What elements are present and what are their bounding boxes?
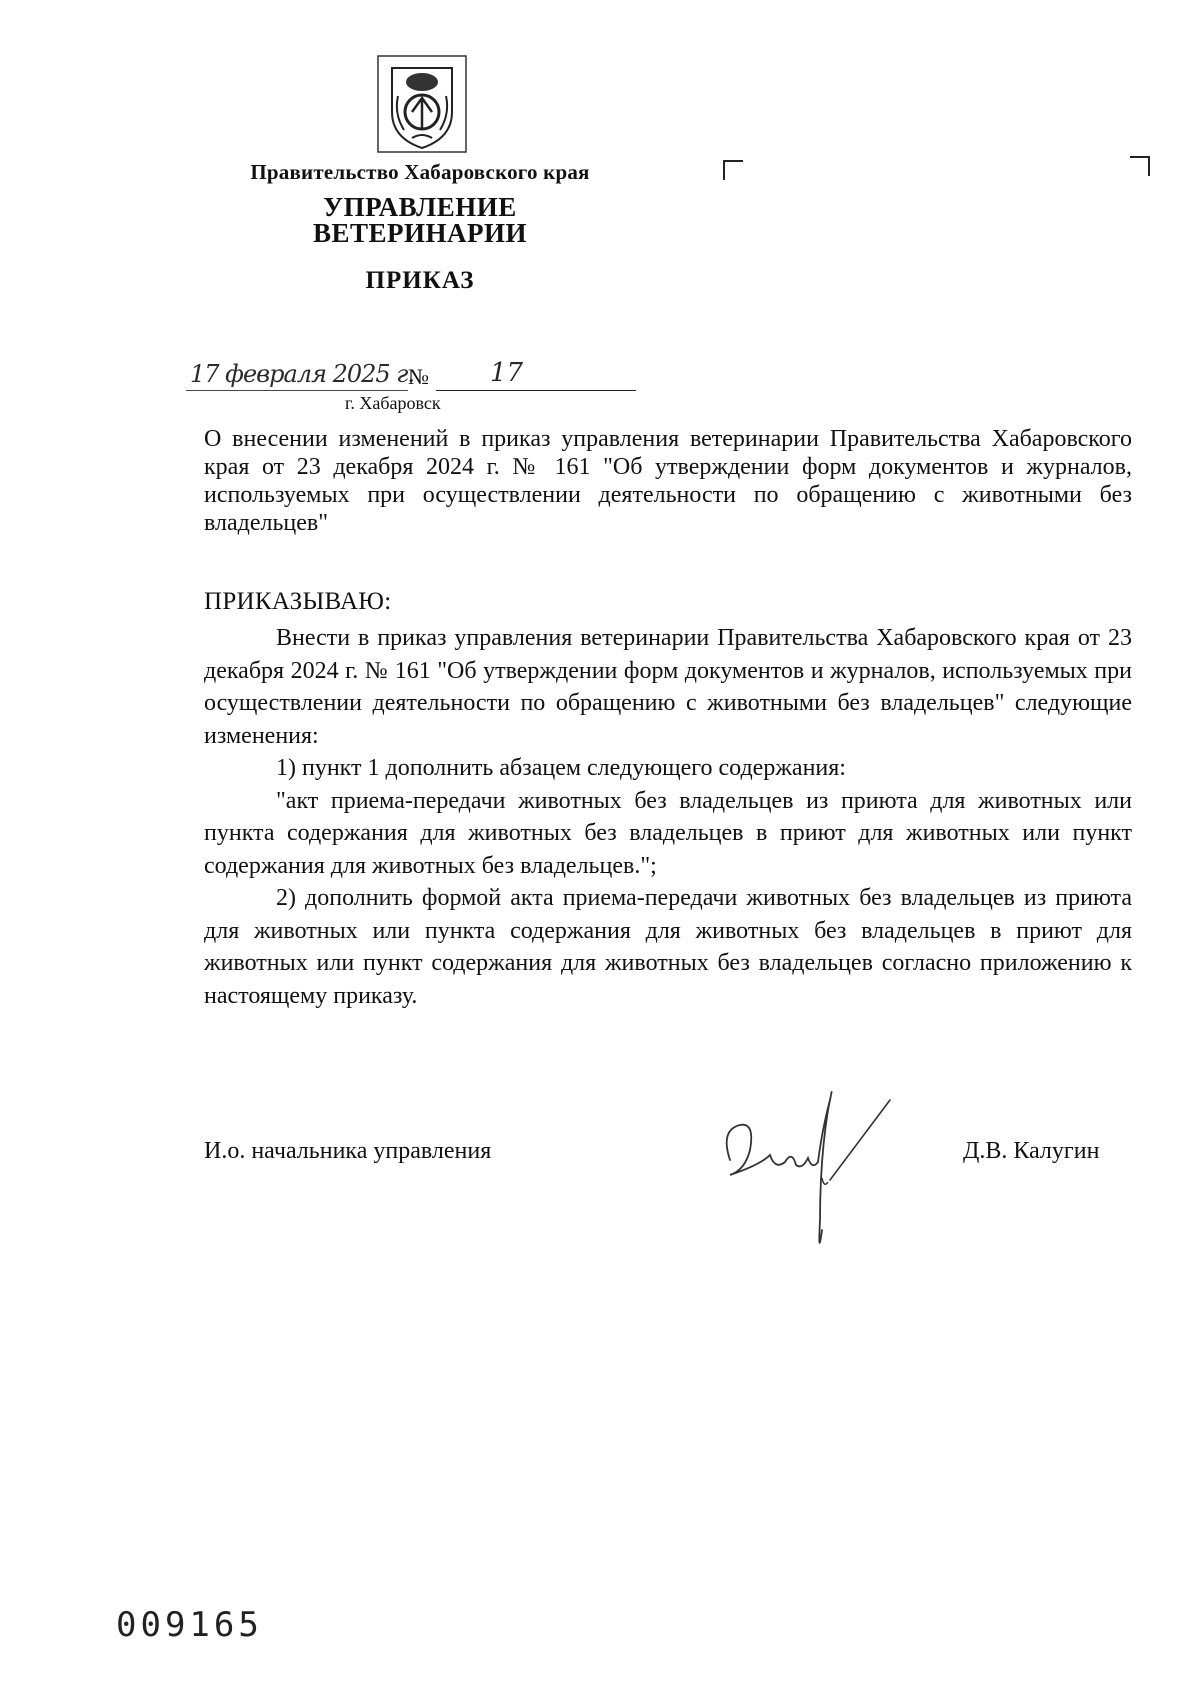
directive-heading: ПРИКАЗЫВАЮ: [204,588,392,615]
order-subject: О внесении изменений в приказ управления ветеринарии Правительства Хабаровского края от 23 декабря 2024 г. № 161 "Об утверждении форм документов и журналов, используемых при осуществлении деятельности по обращению с животными без владельцев" [204,426,1132,536]
number-underline [436,390,636,391]
serial-number: 009165 [116,1605,263,1645]
date-underline [186,390,408,391]
paragraph-quote: "акт приема-передачи животных без владельцев из приюта для животных или пункта содержания для животных без владельцев в приют для животных или пункт содержания для животных без владельцев."; [204,787,1132,879]
government-name: Правительство Хабаровского края [250,160,590,184]
order-date-handwritten: 17 февраля 2025 г. [190,360,415,388]
coat-of-arms-icon [376,54,468,154]
paragraph-item-1: 1) пункт 1 дополнить абзацем следующего содержания: [276,755,846,781]
document-type: ПРИКАЗ [365,267,475,294]
city: г. Хабаровск [345,393,441,413]
signatory-name: Д.В. Калугин [963,1138,1100,1164]
paragraph-main: Внести в приказ управления ветеринарии Правительства Хабаровского края от 23 декабря 2024 г. № 161 "Об утверждении форм документов и журналов, используемых при осуществлении деятельности по обращению с животными без владельцев" следующие изменения: [204,625,1132,749]
address-corner-left [723,160,743,180]
order-body [204,622,1132,1012]
number-label: № [408,364,429,389]
department-name [270,194,570,246]
address-corner-right [1130,156,1150,176]
paragraph-item-2: 2) дополнить формой акта приема-передачи животных без владельцев из приюта для животных или пункта содержания для животных без владельцев в приют для животных или пункт содержания для животных без владельцев согласно приложению к настоящему приказу. [204,885,1132,1009]
department-line-2: ВЕТЕРИНАРИИ [312,218,528,248]
signatory-position: И.о. начальника управления [204,1138,492,1164]
department-line-1: УПРАВЛЕНИЕ [323,192,517,222]
signature-icon [700,1070,920,1270]
order-number-handwritten: 17 [490,358,524,388]
